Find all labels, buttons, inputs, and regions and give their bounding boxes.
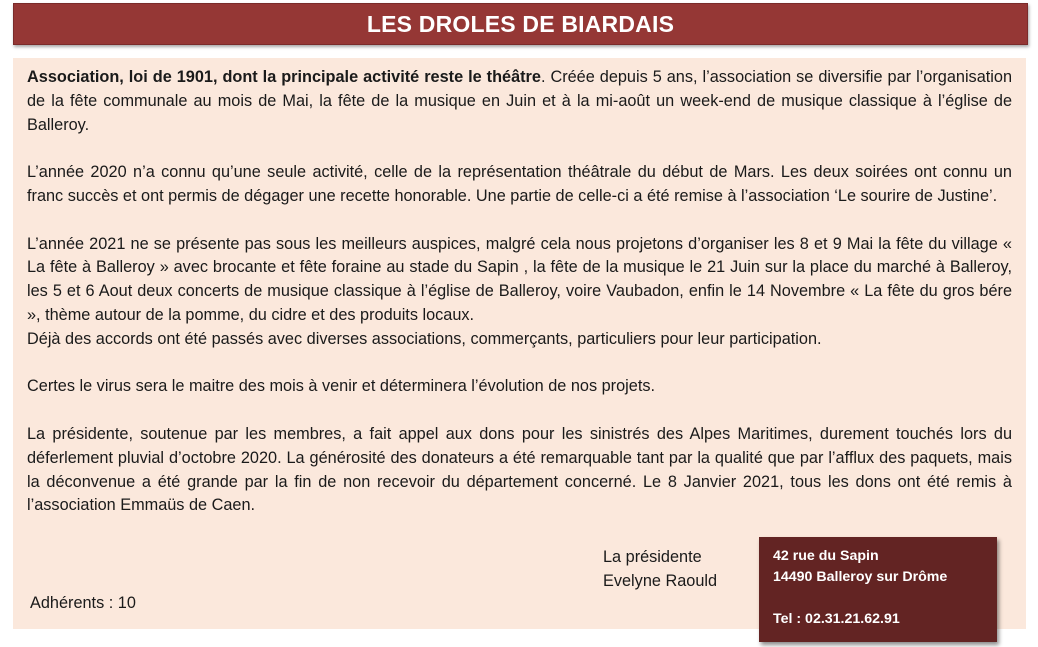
- contact-card: [759, 537, 997, 642]
- paragraph-2021: L’année 2021 ne se présente pas sous les meilleurs auspices, malgré cela nous projetons d’organiser les 8 et 9 Mai la fête du village « La fête à Balleroy » avec brocante et fête foraine au stade du Sapin , la fête de la musique le 21 Juin sur la place du marché à Balleroy, les 5 et 6 Aout deux concerts de musique classique à l’église de Balleroy, voire Vaubadon, enfin le 14 Novembre « La fête du gros bére », thème autour de la pomme, du cidre et des produits locaux.: [27, 234, 1012, 324]
- intro-lead-text: Association, loi de 1901, dont la principale activité reste le théâtre: [27, 68, 541, 86]
- signature-role: La présidente: [603, 548, 702, 566]
- paragraph-2020: L’année 2020 n’a connu qu’une seule activité, celle de la représentation théâtrale du début de Mars. Les deux soirées ont connu un franc succès et ont permis de dégager une recette honorable. Une partie de celle-ci a été remise à l’association ‘Le sourire de Justine’.: [27, 163, 1012, 205]
- signature-block: [603, 545, 717, 593]
- page-title: LES DROLES DE BIARDAIS: [366, 10, 675, 37]
- address-line-1: 42 rue du Sapin: [773, 548, 879, 564]
- members-count: Adhérents : 10: [30, 594, 136, 612]
- address-line-2: 14490 Balleroy sur Drôme: [773, 569, 948, 585]
- title-banner: [13, 3, 1028, 45]
- intro-rest-text: . Créée depuis 5 ans, l’association se diversifie par l’organisation de la fête communale au mois de Mai, la fête de la musique en Juin et à la mi-août un week-end de musique classique à l’église de Balleroy.: [27, 68, 1013, 134]
- paragraph-virus: Certes le virus sera le maitre des mois à venir et déterminera l’évolution de nos projets.: [27, 377, 656, 396]
- signature-name: Evelyne Raould: [603, 572, 718, 590]
- contact-spacer: [773, 588, 983, 609]
- paragraph-donations: La présidente, soutenue par les membres, a fait appel aux dons pour les sinistrés des Alpes Maritimes, durement touchés lors du déferlement pluvial d’octobre 2020. La générosité des donateurs a été remarquable tant par la qualité que par l’afflux des paquets, mais la déconvenue a été grande par la fin de non recevoir du département concerné. Le 8 Janvier 2021, tous les dons ont été remis à l’association Emmaüs de Caen.: [27, 424, 1012, 515]
- phone-number: Tel : 02.31.21.62.91: [773, 611, 900, 627]
- paragraph-intro: [27, 66, 1012, 137]
- paragraph-agreements: Déjà des accords ont été passés avec diverses associations, commerçants, particuliers pour leur participation.: [27, 329, 822, 348]
